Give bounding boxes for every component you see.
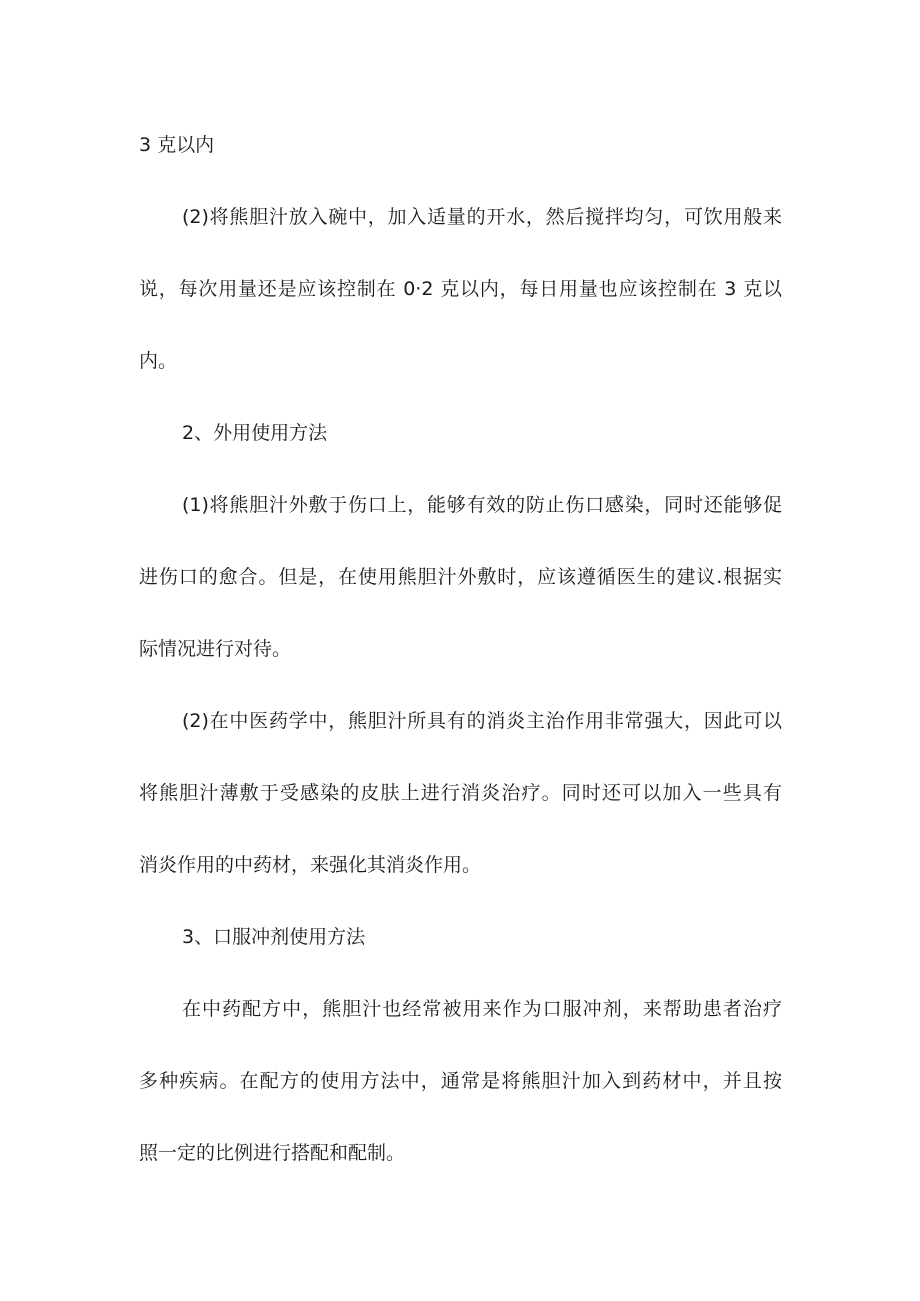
document-page [139,125,782,1205]
line-6: (1)将熊胆汁外敷于伤口上，能够有效的防止伤口感染，同时还能够促 [182,494,782,516]
line-1: 3 克以内 [139,134,215,156]
line-10: 将熊胆汁薄敷于受感染的皮肤上进行消炎治疗。同时还可以加入一些具有 [139,782,782,804]
heading-external-use: 2、外用使用方法 [182,422,328,444]
line-8: 际情况进行对待。 [139,638,292,660]
line-15: 照一定的比例进行搭配和配制。 [139,1142,406,1164]
line-2: (2)将熊胆汁放入碗中，加入适量的开水，然后搅拌均匀，可饮用般来 [182,206,782,228]
heading-oral-granule-use: 3、口服冲剂使用方法 [182,926,366,948]
line-4: 内。 [139,350,178,372]
line-13: 在中药配方中，熊胆汁也经常被用来作为口服冲剂，来帮助患者治疗 [182,998,782,1020]
line-7: 进伤口的愈合。但是，在使用熊胆汁外敷时，应该遵循医生的建议.根据实 [139,566,782,588]
line-3: 说，每次用量还是应该控制在 0·2 克以内，每日用量也应该控制在 3 克以 [139,278,782,300]
line-11: 消炎作用的中药材，来强化其消炎作用。 [139,854,482,876]
line-9: (2)在中医药学中，熊胆汁所具有的消炎主治作用非常强大，因此可以 [182,710,782,732]
line-14: 多种疾病。在配方的使用方法中，通常是将熊胆汁加入到药材中，并且按 [139,1070,782,1092]
